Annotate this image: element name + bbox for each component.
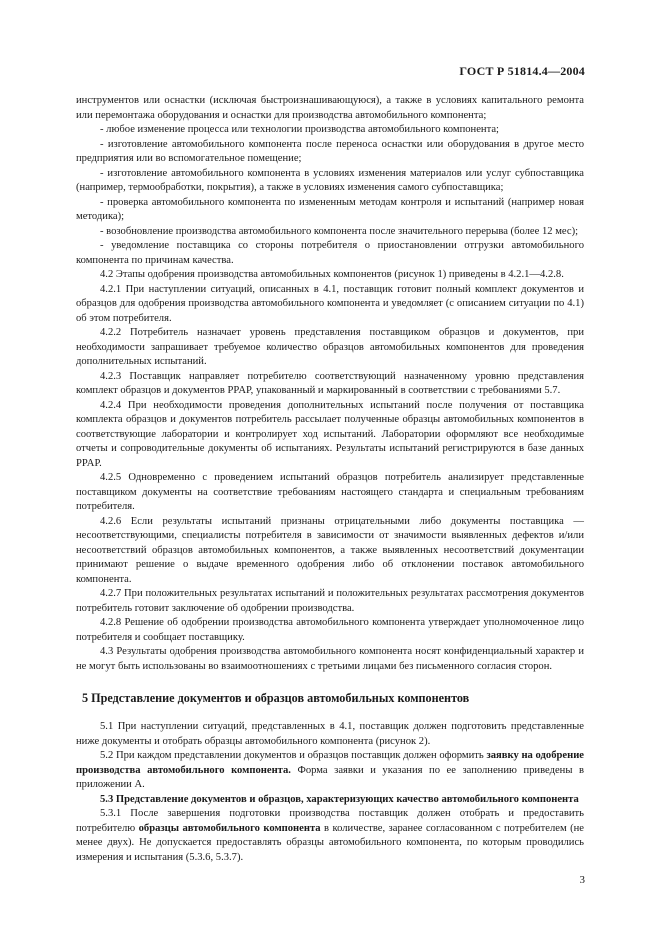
clause-5-3-heading: [76, 793, 584, 808]
clause-5-3-1-text-end: в количестве, заранее согласованном с потребителем (не менее двух). Не допускается предоставлять образцы автомобильного компонента, по которым проводились измерения и испытания (5.3.6, 5.3.7).: [76, 822, 585, 863]
list-item: - проверка автомобильного компонента по измененным методам контроля и испытаний (например новая методика);: [76, 196, 584, 222]
clause-4-2-1: 4.2.1 При наступлении ситуаций, описанных в 4.1, поставщик готовит полный комплект документов и образцов для одобрения производства автомобильного компонента и уведомляет (с описанием ситуации по 4.1) об этом потребителя.: [76, 283, 584, 324]
list-item: - изготовление автомобильного компонента в условиях изменения материалов или услуг субпоставщика (например, термообработки, покрытия), а также в условиях изменения самого субпоставщика;: [76, 167, 584, 193]
clause-5-2-bold: заявку на одобрение производства автомобильного компонента.: [76, 750, 585, 776]
list-item: - возобновление производства автомобильного компонента после значительного перерыва (более 12 мес);: [100, 225, 579, 237]
clause-4-2: 4.2 Этапы одобрения производства автомобильных компонентов (рисунок 1) приведены в 4.2.1—4.2.8.: [100, 269, 564, 280]
standard-header: ГОСТ Р 51814.4—2004: [459, 64, 585, 78]
clause-5-3-1: [76, 807, 584, 865]
clause-5-3-title: 5.3 Представление документов и образцов, характеризующих качество автомобильного компонента: [100, 793, 579, 805]
clause-5-3-1-text: 5.3.1 После завершения подготовки производства поставщик должен отобрать и предоставить потребителю: [76, 808, 584, 834]
page-number: 3: [579, 874, 585, 886]
clause-4-3: 4.3 Результаты одобрения производства автомобильного компонента носят конфиденциальный характер и не могут быть использованы во взаимоотношениях с третьими лицами без письменного согласия сторон.: [76, 646, 584, 672]
list-item: - уведомление поставщика со стороны потребителя о приостановлении отгрузки автомобильного компонента по причинам качества.: [76, 240, 584, 266]
clause-4-2-6: 4.2.6 Если результаты испытаний признаны отрицательными либо документы поставщика — несоответствующими, специалисты потребителя в зависимости от значимости выявленных дефектов и/или несоответствий образцов автомобильных компонентов, а также выявленных несоответствий документации принимают решение о выдаче временного одобрения либо об отклонении поставок автомобильного компонента.: [76, 515, 584, 585]
section-5-heading: 5 Представление документов и образцов автомобильных компонентов: [82, 691, 470, 705]
list-item: - любое изменение процесса или технологии производства автомобильного компонента;: [100, 124, 499, 135]
clause-4-2-2: 4.2.2 Потребитель назначает уровень представления поставщиком образцов и документов, при необходимости запрашивает требуемое количество образцов автомобильных компонентов для проведения дополнительных испытаний.: [76, 327, 584, 367]
clause-5-2: [76, 749, 584, 793]
page-body: [76, 94, 584, 865]
clause-4-2-7: 4.2.7 При положительных результатах испытаний и положительных результатах рассмотрения документов потребитель готовит заключение об одобрении производства.: [76, 588, 584, 614]
clause-4-2-8: 4.2.8 Решение об одобрении производства автомобильного компонента утверждает уполномоченное лицо потребителя и сообщает поставщику.: [76, 617, 584, 643]
clause-4-2-5: 4.2.5 Одновременно с проведением испытаний образцов потребитель анализирует представленные поставщиком документы на соответствие требованиям настоящего стандарта и специальным требованиям потребителя.: [76, 472, 584, 512]
clause-4-2-4: 4.2.4 При необходимости проведения дополнительных испытаний после получения от поставщика комплекта образцов и документов потребитель рассылает полученные образцы автомобильных компонентов в соответствующие лаборатории и контролирует ход испытаний. Лаборатории оформляют все необходимые отчеты и сопроводительные документы об испытаниях. Результаты испытаний регистрируются в базе данных PPAP.: [76, 399, 584, 469]
clause-5-2-text-end: Форма заявки и указания по ее заполнению приведены в приложении А.: [76, 764, 584, 790]
clause-5-2-text: 5.2 При каждом представлении документов и образцов поставщик должен оформить: [100, 750, 487, 761]
clause-5-3-1-bold: образцы автомобильного компонента: [138, 822, 321, 834]
paragraph: инструментов или оснастки (исключая быстроизнашивающуюся), а также в условиях капитального ремонта или перемонтажа оборудования и оснастки для производства автомобильного компонента;: [76, 95, 584, 121]
clause-5-1: 5.1 При наступлении ситуаций, представленных в 4.1, поставщик должен подготовить представленные ниже документы и отобрать образцы автомобильного компонента (рисунок 2).: [76, 721, 584, 747]
list-item: - изготовление автомобильного компонента после переноса оснастки или оборудования в другое место предприятия или во вспомогательное помещение;: [76, 138, 584, 164]
clause-4-2-3: 4.2.3 Поставщик направляет потребителю соответствующий назначенному уровню представления комплект образцов и документов PPAP, упакованный и маркированный в соответствии с требованиями 5.7.: [76, 370, 584, 396]
